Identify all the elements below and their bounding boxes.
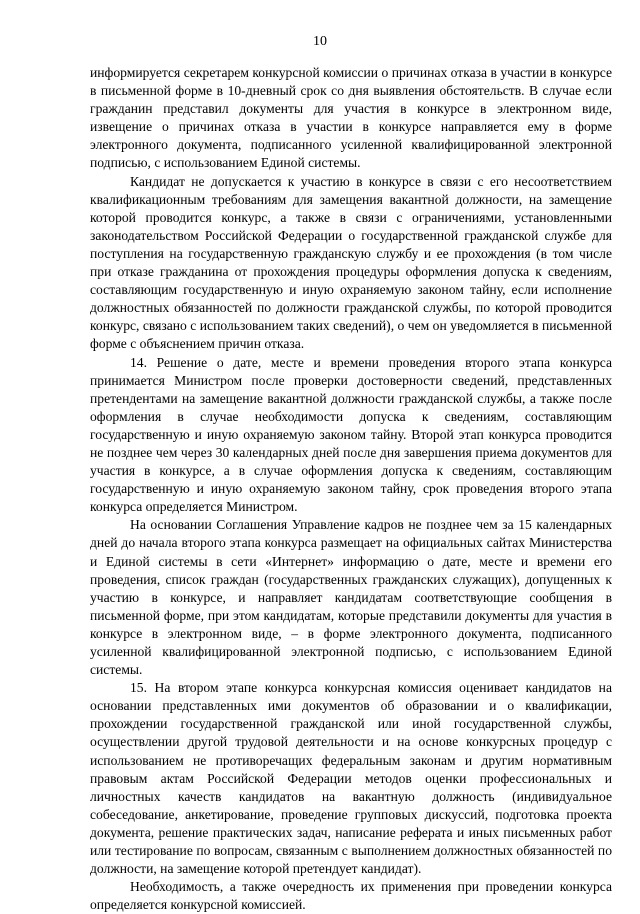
paragraph-refusal-notice: информируется секретарем конкурсной комиссии о причинах отказа в участии в конкурсе в письменной форме в 10-дневный срок со дня выявления обстоятельств. В случае если гражданин представил документы для участия в конкурсе в электронном виде, извещение о причинах отказа в участии в конкурсе направляется ему в форме электронного документа, подписанного усиленной квалифицированной электронной подписью, с использованием Единой системы. bbox=[90, 65, 612, 171]
paragraph-procedure-order: Необходимость, а также очередность их применения при проведении конкурса определяется конкурсной комиссией. bbox=[90, 879, 612, 913]
paragraph-15-candidate-evaluation: 15. На втором этапе конкурса конкурсная комиссия оценивает кандидатов на основании представленных ими документов об образовании и о квалификации, прохождении государственной гражданской или иной государственной службы, осуществлении другой трудовой деятельности и на основе конкурсных процедур с использованием не противоречащих федеральным законам и другим нормативным правовым актам Российской Федерации методов оценки профессиональных и личностных качеств кандидатов на вакантную должность (индивидуальное собеседование, анкетирование, проведение групповых дискуссий, подготовка проекта документа, решение практических задач, написание реферата и иных письменных работ или тестирование по вопросам, связанным с выполнением должностных обязанностей по должности, на замещение которой претендует кандидат). bbox=[90, 680, 612, 877]
paragraph-candidate-not-admitted: Кандидат не допускается к участию в конкурсе в связи с его несоответствием квалификационным требованиям для замещения вакантной должности, на замещение которой проводится конкурс, а также в связи с ограничениями, установленными законодательством Российской Федерации о государственной гражданской службе для поступления на государственную гражданскую службу и ее прохождения (в том числе при отказе гражданина от прохождения процедуры оформления допуска к сведениям, составляющим государственную и иную охраняемую законом тайну, если исполнение должностных обязанностей по должности гражданской службы, по которой проводится конкурс, связано с использованием таких сведений), о чем он уведомляется в письменной форме с объяснением причин отказа. bbox=[90, 173, 612, 352]
page-number: 10 bbox=[313, 34, 327, 49]
document-body bbox=[90, 64, 612, 914]
paragraph-14-second-stage-decision: 14. Решение о дате, месте и времени проведения второго этапа конкурса принимается Министром после проверки достоверности сведений, представленных претендентами на замещение вакантной должности гражданской службы, а также после оформления в случае необходимости допуска к сведениям, составляющим государственную и иную охраняемую законом тайну. Второй этап конкурса проводится не позднее чем через 30 календарных дней после дня завершения приема документов для участия в конкурсе, а в случае оформления допуска к сведениям, составляющим государственную и иную охраняемую законом тайну, срок проведения второго этапа конкурса определяется Министром. bbox=[90, 354, 612, 515]
paragraph-personnel-department-notice: На основании Соглашения Управление кадров не позднее чем за 15 календарных дней до начала второго этапа конкурса размещает на официальных сайтах Министерства и Единой системы в сети «Интернет» информацию о дате, месте и времени его проведения, список граждан (государственных гражданских служащих), допущенных к участию в конкурсе, и направляет кандидатам соответствующие сообщения в письменной форме, при этом кандидатам, которые представили документы для участия в конкурсе в электронном виде, – в форме электронного документа, подписанного усиленной квалифицированной электронной подписью, с использованием Единой системы. bbox=[90, 517, 612, 678]
